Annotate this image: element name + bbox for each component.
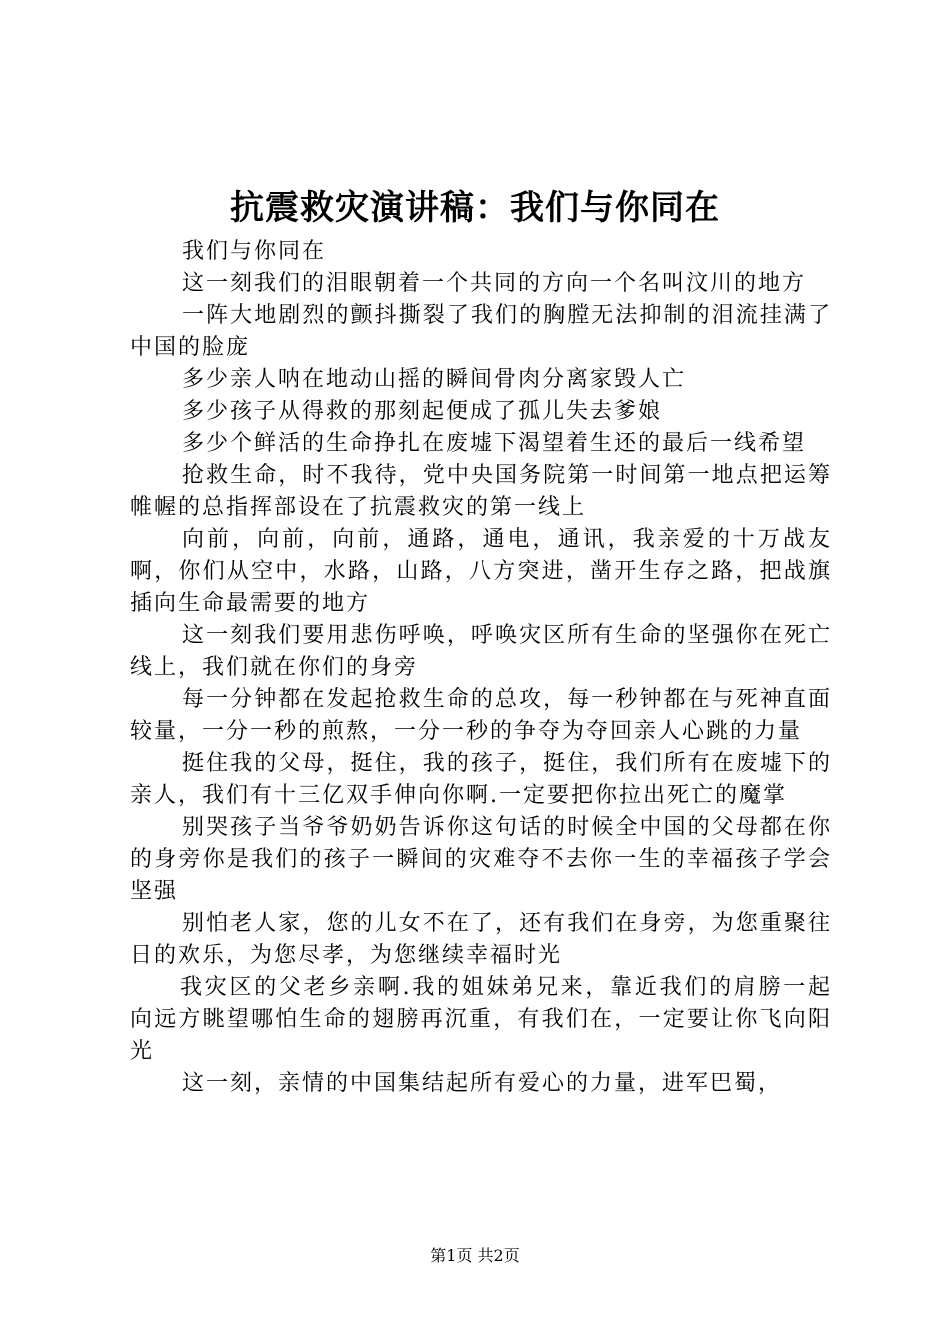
paragraph: 我们与你同在 xyxy=(182,239,327,264)
paragraph: 这一刻我们的泪眼朝着一个共同的方向一个名叫汶川的地方 xyxy=(182,271,807,296)
paragraph: 我灾区的父老乡亲啊.我的姐妹弟兄来，靠近我们的肩膀一起向远方眺望哪怕生命的翅膀再沉重，有我们在，一定要让你飞向阳光 xyxy=(130,975,832,1064)
page-footer: 第1页 共2页 xyxy=(430,1246,520,1265)
paragraph: 多少个鲜活的生命挣扎在废墟下渴望着生还的最后一线希望 xyxy=(182,431,807,456)
paragraph: 这一刻，亲情的中国集结起所有爱心的力量，进军巴蜀， xyxy=(182,1071,783,1096)
paragraph: 每一分钟都在发起抢救生命的总攻，每一秒钟都在与死神直面较量，一分一秒的煎熬，一分一秒的争夺为夺回亲人心跳的力量 xyxy=(130,687,832,744)
paragraph: 多少亲人呐在地动山摇的瞬间骨肉分离家毁人亡 xyxy=(182,367,687,392)
paragraph: 向前，向前，向前，通路，通电，通讯，我亲爱的十万战友啊，你们从空中，水路，山路，八方突进，凿开生存之路，把战旗插向生命最需要的地方 xyxy=(130,527,832,616)
document-body xyxy=(130,236,832,1100)
paragraph: 抢救生命，时不我待，党中央国务院第一时间第一地点把运筹帷幄的总指挥部设在了抗震救灾的第一线上 xyxy=(130,463,832,520)
paragraph: 别哭孩子当爷爷奶奶告诉你这句话的时候全中国的父母都在你的身旁你是我们的孩子一瞬间的灾难夺不去你一生的幸福孩子学会坚强 xyxy=(130,815,832,904)
paragraph: 这一刻我们要用悲伤呼唤，呼唤灾区所有生命的坚强你在死亡线上，我们就在你们的身旁 xyxy=(130,623,832,680)
document-title: 抗震救灾演讲稿：我们与你同在 xyxy=(230,188,720,228)
paragraph: 多少孩子从得救的那刻起便成了孤儿失去爹娘 xyxy=(182,399,663,424)
paragraph: 别怕老人家，您的儿女不在了，还有我们在身旁，为您重聚往日的欢乐，为您尽孝，为您继续幸福时光 xyxy=(130,911,832,968)
paragraph: 挺住我的父母，挺住，我的孩子，挺住，我们所有在废墟下的亲人，我们有十三亿双手伸向你啊.一定要把你拉出死亡的魔掌 xyxy=(130,751,832,808)
paragraph: 一阵大地剧烈的颤抖撕裂了我们的胸膛无法抑制的泪流挂满了中国的脸庞 xyxy=(130,303,832,360)
